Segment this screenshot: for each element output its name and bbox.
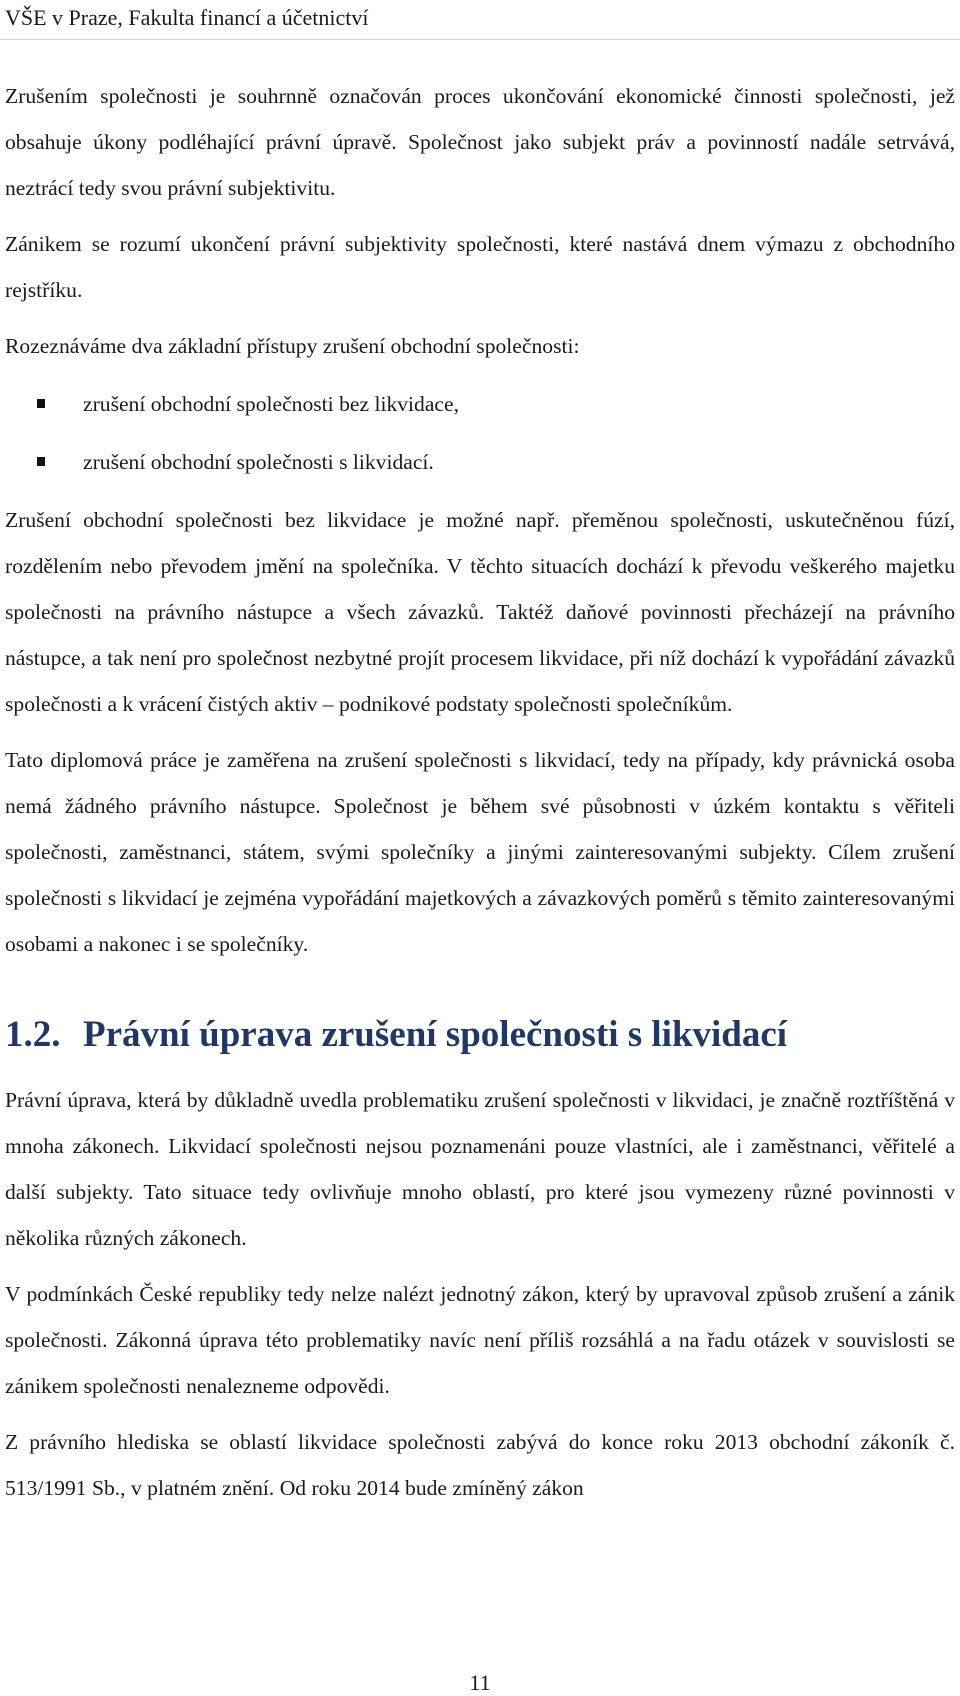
square-bullet-icon [37,399,45,408]
paragraph-bez-likvidace: Zrušení obchodní společnosti bez likvidace je možné např. přeměnou společnosti, uskutečněnou fúzí, rozdělením nebo převodem jmění na společníka. V těchto situacích dochází k převodu veškerého majetku společnosti na právního nástupce a všech závazků. Taktéž daňové povinnosti přecházejí na právního nástupce, a tak není pro společnost nezbytné projít procesem likvidace, při níž dochází k vypořádání závazků společnosti a k vrácení čistých aktiv – podnikové podstaty společnosti společníkům. [5,508,955,716]
square-bullet-icon [37,457,45,466]
header-divider [0,39,960,40]
section-title: Právní úprava zrušení společnosti s likvidací [83,1014,788,1055]
paragraph-zruseni-definition: Zrušením společnosti je souhrnně označován proces ukončování ekonomické činnosti společnosti, jež obsahuje úkony podléhající právní úpravě. Společnost jako subjekt práv a povinností nadále setrvává, neztrácí tedy svou právní subjektivitu. [5,84,955,200]
paragraph-approaches-intro: Rozeznáváme dva základní přístupy zrušení obchodní společnosti: [5,334,580,358]
approaches-list [5,381,955,497]
list-item [5,439,955,497]
paragraph-legal-fragmentation: Právní úprava, která by důkladně uvedla problematiku zrušení společnosti v likvidaci, je značně roztříštěná v mnoha zákonech. Likvidací společnosti nejsou poznamenáni pouze vlastníci, ale i zaměstnanci, věřitelé a další subjekty. Tato situace tedy ovlivňuje mnoho oblastí, pro které jsou vymezeny různé povinnosti v několika různých zákonech. [5,1088,955,1250]
page-number: 11 [469,1670,491,1695]
list-item-text: zrušení obchodní společnosti s likvidací. [83,450,434,474]
paragraph-zanik-definition: Zánikem se rozumí ukončení právní subjektivity společnosti, které nastává dnem výmazu z obchodního rejstříku. [5,232,955,302]
section-number: 1.2. [5,1014,61,1055]
paragraph-no-unified-law: V podmínkách České republiky tedy nelze nalézt jednotný zákon, který by upravoval způsob zrušení a zánik společnosti. Zákonná úprava této problematiky navíc není příliš rozsáhlá a na řadu otázek v souvislosti se zánikem společnosti nenalezneme odpovědi. [5,1282,955,1398]
running-header: VŠE v Praze, Fakulta financí a účetnictví [5,5,369,30]
list-item [5,381,955,439]
list-item-text: zrušení obchodní společnosti bez likvidace, [83,392,459,416]
paragraph-thesis-focus: Tato diplomová práce je zaměřena na zrušení společnosti s likvidací, tedy na případy, kdy právnická osoba nemá žádného právního nástupce. Společnost je během své působnosti v úzkém kontaktu s věřiteli společnosti, zaměstnanci, státem, svými společníky a jinými zainteresovanými subjekty. Cílem zrušení společnosti s likvidací je zejména vypořádání majetkových a závazkových poměrů s těmito zainteresovanými osobami a nakonec i se společníky. [5,748,955,956]
section-heading [5,1005,955,1065]
page-body [5,73,955,1511]
paragraph-commercial-code: Z právního hlediska se oblastí likvidace společnosti zabývá do konce roku 2013 obchodní zákoník č. 513/1991 Sb., v platném znění. Od roku 2014 bude zmíněný zákon [5,1430,955,1500]
